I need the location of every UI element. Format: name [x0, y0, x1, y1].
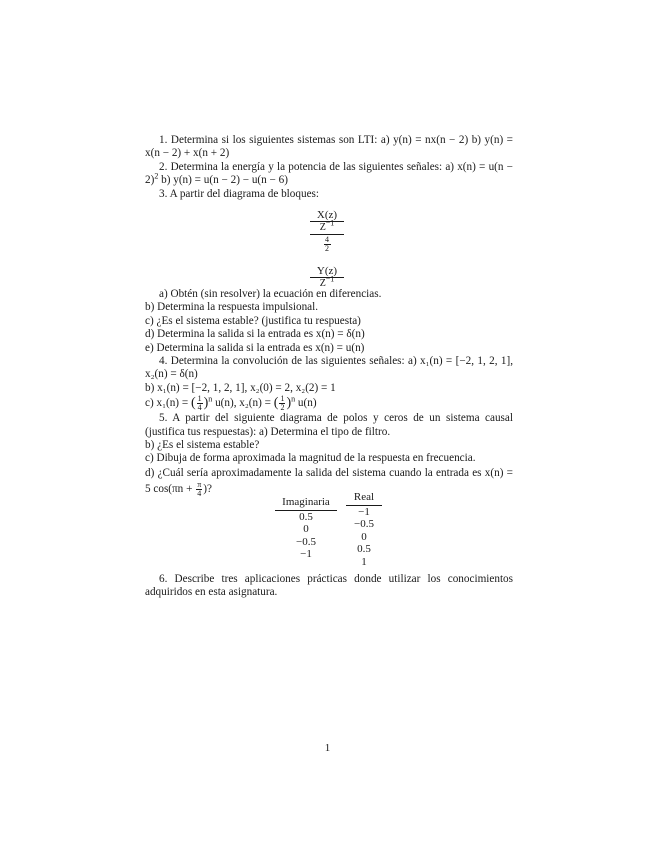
- real-header: Real: [346, 491, 382, 506]
- problem-5-intro: 5. A partir del siguiente diagrama de polos y ceros de un sistema causal (justifica tus respuestas): a) Determina el tipo de filtro.: [145, 412, 513, 438]
- table-cell: 1: [361, 555, 367, 568]
- block-diagram-delay-2: $Z^{-1}$: [319, 274, 335, 289]
- table-cell: −1: [300, 548, 312, 561]
- table-cell: 0.5: [299, 511, 313, 523]
- fraction-half: $\frac{1}{2}$: [280, 394, 285, 413]
- problem-5c: c) Dibuja de forma aproximada la magnitud de la respuesta en frecuencia.: [145, 452, 476, 465]
- block-diagram-y-label: Y(z): [316, 265, 338, 277]
- imaginary-column: [275, 496, 337, 561]
- problem-6-block: [145, 573, 513, 600]
- table-cell: 0.5: [357, 543, 371, 556]
- block-diagram-gain-den: 2: [325, 244, 329, 253]
- table-cell: 0: [303, 523, 309, 536]
- problem-4c: c) x₁(n) = ( $\frac{1}{4}$ )$^n$ u(n), x₂(n) = ( $\frac{1}{2}$ )$^n$ u(n): [145, 394, 317, 413]
- page-number: 1: [324, 742, 331, 754]
- problems-1-2: [145, 134, 513, 201]
- imaginary-header: Imaginaria: [275, 496, 337, 511]
- problem-2-intro: 2. Determina la energía y la potencia de las siguientes señales: a) x(n) = u(n − 2): [145, 160, 513, 187]
- table-cell: −0.5: [296, 535, 316, 548]
- table-cell: −1: [358, 506, 370, 518]
- problem-3c: c) ¿Es el sistema estable? (justifica tu respuesta): [145, 314, 361, 327]
- problem-3-intro: 3. A partir del diagrama de bloques:: [159, 187, 319, 200]
- problem-4-intro: 4. Determina la convolución de las siguientes señales: a) x₁(n) = [−2, 1, 2, 1], x₂(n) = δ(n): [145, 355, 513, 381]
- table-cell: −0.5: [354, 518, 374, 531]
- block-diagram-delay-1: $Z^{-1}$: [319, 218, 335, 233]
- real-column: [346, 491, 382, 568]
- block-diagram-x-label: X(z): [316, 209, 338, 221]
- problem-3a: a) Obtén (sin resolver) la ecuación en diferencias.: [159, 288, 382, 300]
- problem-2-exponent: 2: [154, 171, 159, 181]
- problem-3d: d) Determina la salida si la entrada es x(n) = δ(n): [145, 328, 365, 341]
- table-cell: 0: [361, 530, 367, 543]
- problem-6: 6. Describe tres aplicaciones prácticas donde utilizar los conocimientos adquiridos en esta asignatura.: [145, 573, 513, 599]
- problem-3e: e) Determina la salida si la entrada es x(n) = u(n): [145, 341, 365, 354]
- block-diagram: [305, 209, 349, 290]
- fraction-quarter: $\frac{1}{4}$: [197, 394, 202, 413]
- problem-5b: b) ¿Es el sistema estable?: [145, 439, 260, 452]
- fraction-pi-quarter: $\frac{\pi}{4}$: [197, 479, 202, 498]
- problem-4b: b) x₁(n) = [−2, 1, 2, 1], x₂(0) = 2, x₂(2) = 1: [145, 381, 336, 394]
- problem-2-rest: b) y(n) = u(n − 2) − u(n − 6): [158, 174, 288, 187]
- problem-3b: b) Determina la respuesta impulsional.: [145, 301, 319, 314]
- problem-5d: d) ¿Cuál sería aproximadamente la salida del sistema cuando la entrada es x(n) = 5 cos(πn + $\frac{\pi}{4}$ )?: [145, 466, 513, 498]
- problem-1: 1. Determina si los siguientes sistemas son LTI: a) y(n) = nx(n − 2) b) y(n) = x(n − 2) + x(n + 2): [145, 134, 513, 160]
- problem-2: [145, 161, 513, 188]
- problems-3-5: [145, 288, 513, 498]
- block-diagram-gain-num: 4: [325, 235, 329, 244]
